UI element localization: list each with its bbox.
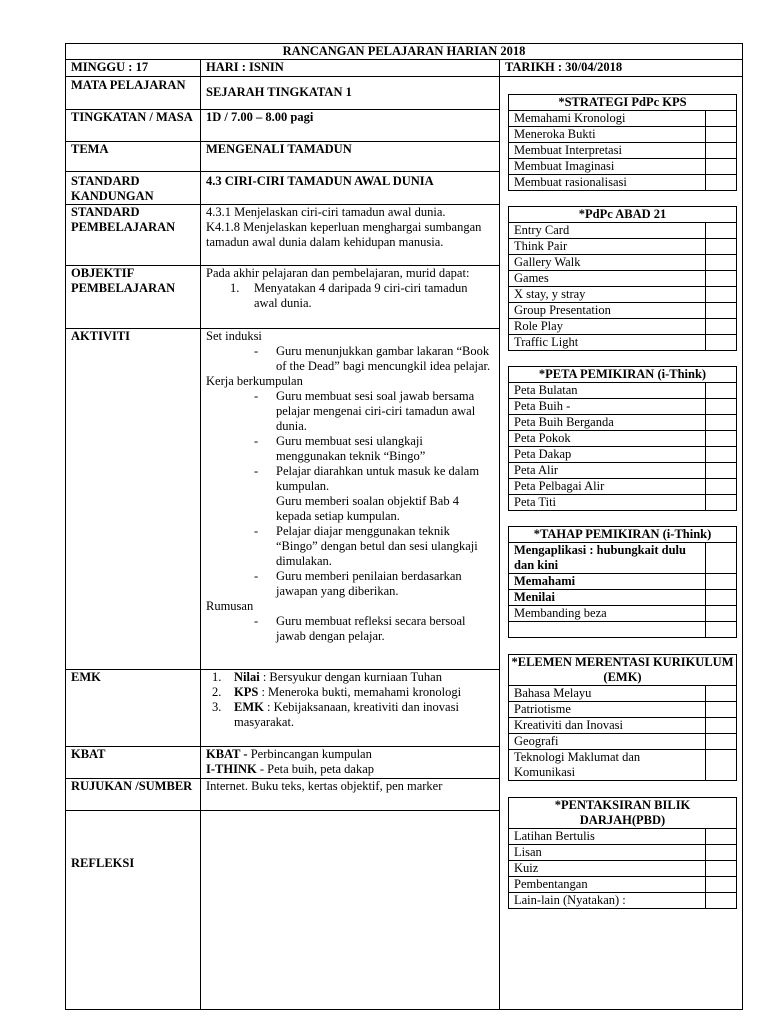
checkbox-cell[interactable] <box>706 479 736 494</box>
box-row <box>509 734 736 750</box>
emk-item-key: KPS <box>234 685 259 699</box>
box-row <box>509 606 736 622</box>
box-row-label: Membanding beza <box>509 606 706 621</box>
kbat-text: Perbincangan kumpulan <box>250 747 372 761</box>
sp-line-2: K4.1.8 Menjelaskan keperluan menghargai sumbangan tamadun awal dunia dalam kehidupan manusia. <box>206 220 482 249</box>
checkbox-cell[interactable] <box>706 447 736 462</box>
checkbox-cell[interactable] <box>706 606 736 621</box>
ithink-key: I-THINK <box>206 762 260 776</box>
box-row-label: Gallery Walk <box>509 255 706 270</box>
divider <box>66 76 500 77</box>
box-row-label: Geografi <box>509 734 706 749</box>
box-row-label: Traffic Light <box>509 335 706 350</box>
objektif-label: OBJEKTIF PEMBELAJARAN <box>71 266 176 295</box>
checkbox-cell[interactable] <box>706 399 736 414</box>
box-row <box>509 686 736 702</box>
box-row <box>509 543 736 574</box>
box-row-label <box>509 622 706 637</box>
set-induksi-heading: Set induksi <box>206 329 262 343</box>
box-row <box>509 159 736 175</box>
checkbox-cell[interactable] <box>706 750 736 780</box>
pbd-box <box>508 797 737 909</box>
lesson-plan-page <box>65 43 743 1010</box>
checkbox-cell[interactable] <box>706 143 736 158</box>
box-row <box>509 861 736 877</box>
activity-item: - Pelajar diajar menggunakan teknik “Bingo” dengan betul dan sesi ulangkaji dimulakan. <box>206 524 494 569</box>
checkbox-cell[interactable] <box>706 590 736 605</box>
box-row-label: Lain-lain (Nyatakan) : <box>509 893 706 908</box>
emk-item-text: : Kebijaksanaan, kreativiti dan inovasi masyarakat. <box>234 700 459 729</box>
box-row <box>509 463 736 479</box>
divider <box>66 810 500 811</box>
mata-pelajaran-value: SEJARAH TINGKATAN 1 <box>206 85 352 99</box>
box-row-label: Peta Pokok <box>509 431 706 446</box>
box-row-label: Think Pair <box>509 239 706 254</box>
checkbox-cell[interactable] <box>706 287 736 302</box>
box-row <box>509 718 736 734</box>
box-row-label: Patriotisme <box>509 702 706 717</box>
box-row <box>509 845 736 861</box>
emk-item <box>206 670 494 685</box>
emk-item-key: EMK <box>234 700 264 714</box>
page-title: RANCANGAN PELAJARAN HARIAN 2018 <box>66 44 742 60</box>
box-row <box>509 111 736 127</box>
kbat-label: KBAT <box>71 747 106 761</box>
box-row-label: Kreativiti dan Inovasi <box>509 718 706 733</box>
tingkatan-value: 1D / 7.00 – 8.00 pagi <box>206 110 314 124</box>
standard-kandungan-label: STANDARD KANDUNGAN <box>71 174 154 203</box>
objektif-number: 1. <box>230 281 240 295</box>
box-row-label: Group Presentation <box>509 303 706 318</box>
checkbox-cell[interactable] <box>706 829 736 844</box>
box-row <box>509 590 736 606</box>
box-row-label: Peta Buih Berganda <box>509 415 706 430</box>
box-row <box>509 431 736 447</box>
checkbox-cell[interactable] <box>706 861 736 876</box>
pdpc-abad21-box <box>508 206 737 351</box>
box-row <box>509 287 736 303</box>
box-title: *STRATEGI PdPc KPS <box>509 95 736 111</box>
rumusan-heading: Rumusan <box>206 599 254 613</box>
standard-pembelajaran-value <box>201 205 499 250</box>
checkbox-cell[interactable] <box>706 111 736 126</box>
box-row <box>509 175 736 190</box>
box-row <box>509 415 736 431</box>
tarikh-label: TARIKH : 30/04/2018 <box>505 60 623 74</box>
checkbox-cell[interactable] <box>706 495 736 510</box>
box-row-label: Peta Dakap <box>509 447 706 462</box>
standard-kandungan-value: 4.3 CIRI-CIRI TAMADUN AWAL DUNIA <box>206 174 434 188</box>
box-title: *ELEMEN MERENTASI KURIKULUM (EMK) <box>509 655 736 686</box>
box-row <box>509 319 736 335</box>
hari-label: HARI : ISNIN <box>206 60 284 74</box>
kerja-berkumpulan-heading: Kerja berkumpulan <box>206 374 303 388</box>
checkbox-cell[interactable] <box>706 415 736 430</box>
box-row <box>509 622 736 637</box>
box-row-label: Memahami <box>509 574 706 589</box>
divider <box>66 171 500 172</box>
checkbox-cell[interactable] <box>706 335 736 350</box>
emk-label: EMK <box>71 670 101 684</box>
checkbox-cell[interactable] <box>706 223 736 238</box>
box-row-label: Pembentangan <box>509 877 706 892</box>
emk-item-key: Nilai <box>234 670 260 684</box>
checkbox-cell[interactable] <box>706 893 736 908</box>
emk-number: 2. <box>212 685 222 699</box>
activity-item: - Guru menunjukkan gambar lakaran “Book of the Dead” bagi mencungkil idea pelajar. <box>206 344 494 374</box>
checkbox-cell[interactable] <box>706 271 736 286</box>
box-row-label: Lisan <box>509 845 706 860</box>
activity-item: - Guru membuat refleksi secara bersoal jawab dengan pelajar. <box>206 614 494 644</box>
box-row <box>509 335 736 350</box>
box-row-label: Mengaplikasi : hubungkait dulu dan kini <box>509 543 706 573</box>
activity-item: - Pelajar diarahkan untuk masuk ke dalam kumpulan. <box>206 464 494 494</box>
checkbox-cell[interactable] <box>706 686 736 701</box>
box-row <box>509 479 736 495</box>
emk-item <box>206 685 494 700</box>
checkbox-cell[interactable] <box>706 845 736 860</box>
box-title: *TAHAP PEMIKIRAN (i-Think) <box>509 527 736 543</box>
checkbox-cell[interactable] <box>706 734 736 749</box>
standard-pembelajaran-label: STANDARD PEMBELAJARAN <box>71 205 176 234</box>
emk-number: 1. <box>212 670 222 684</box>
checkbox-cell[interactable] <box>706 255 736 270</box>
box-title: *PdPc ABAD 21 <box>509 207 736 223</box>
box-row <box>509 383 736 399</box>
objektif-intro: Pada akhir pelajaran dan pembelajaran, murid dapat: <box>206 266 470 280</box>
refleksi-label: REFLEKSI <box>71 856 135 870</box>
box-row-label: Entry Card <box>509 223 706 238</box>
box-title: *PETA PEMIKIRAN (i-Think) <box>509 367 736 383</box>
divider <box>499 60 500 1010</box>
checkbox-cell[interactable] <box>706 127 736 142</box>
objektif-item <box>206 281 494 311</box>
emk-item-text: : Meneroka bukti, memahami kronologi <box>258 685 462 699</box>
box-row-label: Games <box>509 271 706 286</box>
box-row <box>509 447 736 463</box>
mata-pelajaran-label: MATA PELAJARAN <box>71 78 186 92</box>
emk-value <box>201 670 499 730</box>
box-row <box>509 877 736 893</box>
box-row-label: Membuat rasionalisasi <box>509 175 706 190</box>
checkbox-cell[interactable] <box>706 431 736 446</box>
objektif-item-text: Menyatakan 4 daripada 9 ciri-ciri tamadun awal dunia. <box>254 281 468 310</box>
box-row-label: Role Play <box>509 319 706 334</box>
ithink-line <box>206 762 494 777</box>
checkbox-cell[interactable] <box>706 239 736 254</box>
activity-item: - Guru membuat sesi ulangkaji menggunakan teknik “Bingo” <box>206 434 494 464</box>
box-row <box>509 829 736 845</box>
box-row-label: X stay, y stray <box>509 287 706 302</box>
box-row-label: Peta Bulatan <box>509 383 706 398</box>
emk-box <box>508 654 737 781</box>
divider <box>500 76 743 77</box>
checkbox-cell[interactable] <box>706 463 736 478</box>
checkbox-cell[interactable] <box>706 877 736 892</box>
checkbox-cell[interactable] <box>706 383 736 398</box>
checkbox-cell[interactable] <box>706 718 736 733</box>
box-row-label: Membuat Interpretasi <box>509 143 706 158</box>
checkbox-cell[interactable] <box>706 622 736 637</box>
box-row <box>509 303 736 319</box>
box-row <box>509 893 736 908</box>
box-row-label: Menilai <box>509 590 706 605</box>
checkbox-cell[interactable] <box>706 303 736 318</box>
activity-item: - Guru memberi penilaian berdasarkan jawapan yang diberikan. <box>206 569 494 599</box>
tahap-pemikiran-box <box>508 526 737 638</box>
kbat-value <box>201 747 499 777</box>
box-row <box>509 750 736 780</box>
kbat-line <box>206 747 494 762</box>
tema-label: TEMA <box>71 142 109 156</box>
minggu-label: MINGGU : 17 <box>71 60 149 74</box>
kbat-key: KBAT - <box>206 747 251 761</box>
box-row-label: Meneroka Bukti <box>509 127 706 142</box>
aktiviti-label: AKTIVITI <box>71 329 131 343</box>
emk-number: 3. <box>212 700 222 714</box>
box-row <box>509 255 736 271</box>
box-row-label: Memahami Kronologi <box>509 111 706 126</box>
box-row <box>509 239 736 255</box>
box-row-label: Bahasa Melayu <box>509 686 706 701</box>
box-row <box>509 702 736 718</box>
checkbox-cell[interactable] <box>706 702 736 717</box>
box-title: *PENTAKSIRAN BILIK DARJAH(PBD) <box>509 798 736 829</box>
box-row <box>509 495 736 510</box>
box-row-label: Latihan Bertulis <box>509 829 706 844</box>
checkbox-cell[interactable] <box>706 159 736 174</box>
box-row <box>509 271 736 287</box>
tingkatan-label: TINGKATAN / MASA <box>71 110 193 124</box>
checkbox-cell[interactable] <box>706 543 736 573</box>
peta-pemikiran-box <box>508 366 737 511</box>
box-row-label: Peta Pelbagai Alir <box>509 479 706 494</box>
box-row-label: Membuat Imaginasi <box>509 159 706 174</box>
box-row-label: Peta Alir <box>509 463 706 478</box>
emk-item <box>206 700 494 730</box>
tema-value: MENGENALI TAMADUN <box>206 142 352 156</box>
rujukan-label: RUJUKAN /SUMBER <box>71 779 193 793</box>
checkbox-cell[interactable] <box>706 574 736 589</box>
activity-item-continued: Guru memberi soalan objektif Bab 4 kepada setiap kumpulan. <box>276 494 459 523</box>
emk-item-text: : Bersyukur dengan kurniaan Tuhan <box>259 670 442 684</box>
activity-item: - Guru membuat sesi soal jawab bersama pelajar mengenai ciri-ciri tamadun awal dunia. <box>206 389 494 434</box>
box-row <box>509 399 736 415</box>
aktiviti-value <box>201 329 499 644</box>
ithink-text: - Peta buih, peta dakap <box>259 762 375 776</box>
objektif-value <box>201 266 499 311</box>
box-row-label: Peta Titi <box>509 495 706 510</box>
box-row <box>509 574 736 590</box>
sp-line-1: 4.3.1 Menjelaskan ciri-ciri tamadun awal dunia. <box>206 205 446 219</box>
box-row <box>509 127 736 143</box>
box-row-label: Kuiz <box>509 861 706 876</box>
box-row <box>509 143 736 159</box>
box-row-label: Teknologi Maklumat dan Komunikasi <box>509 750 706 780</box>
checkbox-cell[interactable] <box>706 319 736 334</box>
box-row-label: Peta Buih - <box>509 399 706 414</box>
checkbox-cell[interactable] <box>706 175 736 190</box>
strategi-pdpc-box <box>508 94 737 191</box>
rujukan-value: Internet. Buku teks, kertas objektif, pen marker <box>206 779 443 793</box>
box-row <box>509 223 736 239</box>
